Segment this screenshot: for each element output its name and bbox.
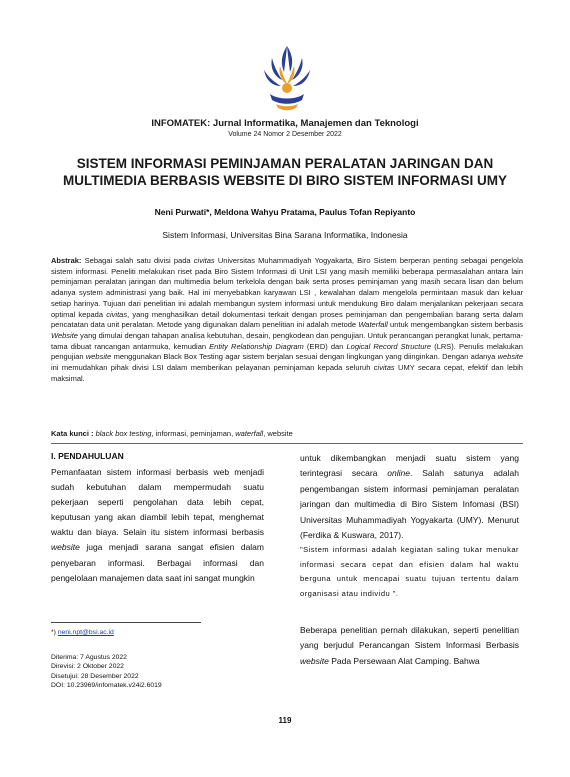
- paragraph-text: . Salah satunya adalah pengembangan sistem informasi peminjaman peralatan jaringan dan multimedia di Biro Sistem Infomasi (BSI) Universitas Muhammadiyah Yogyakarta (UMY). Menurut (Ferdika & Kuswara, 2017).: [300, 468, 519, 541]
- doi: DOI: 10.23969/infomatek.v24i2.6019: [51, 681, 162, 689]
- abstract-text: UMY secara cepat, efektif dan lebih maksimal.: [51, 363, 523, 383]
- abstract-text: Sebagai salah satu divisi pada: [81, 256, 194, 265]
- section-divider: [51, 443, 523, 444]
- keyword-italic: waterfall: [235, 429, 264, 438]
- paragraph-text: juga menjadi sarana sangat efisien dalam penyebaran informasi. Berbagai informasi dan pengelolaan manajemen data saat ini sangat mungkin: [51, 542, 264, 583]
- page-number: 119: [278, 716, 292, 725]
- abstract-italic: website: [497, 352, 523, 362]
- abstract-italic: civitas: [193, 256, 215, 265]
- abstract-italic: Logical Record Structure: [346, 341, 432, 351]
- abstract-italic: Entity Relationship Diagram: [209, 341, 304, 351]
- paragraph-italic: website: [300, 655, 329, 666]
- journal-volume: Volume 24 Nomor 2 Desember 2022: [228, 131, 342, 138]
- footnote-divider: [51, 622, 201, 623]
- keyword-text: , website: [263, 429, 293, 438]
- abstract-italic: civitas: [106, 309, 128, 319]
- university-logo: [262, 44, 312, 114]
- keyword-italic: black box testing: [93, 429, 152, 438]
- abstract-text: Universitas Muhammadiyah Yogyakarta, Biro Sistem berperan penting sebagai pengelola sistem informasi. Peneliti melakukan riset pada Biro Sistem Informasi di Unit LSI yang masih memiliki beberapa permasalahan antara lain peminjaman peralatan jaringan dan multimedia belum terkelola dengan baik serta proses peminjaman yang masih secara lisan dan belum adanya system administrasi yang baik. Hal ini menyebabkan karyawan LSI , kewalahan dalam mengelola permintaan masuk dan keluar setiap harinya. Tujuan dari penelitian ini adalah membangun system informasi untuk mendukung Biro dalam menjalankan pekerjaan secara optimal kepada: [51, 256, 523, 319]
- abstract-italic: Waterfall: [358, 320, 388, 330]
- authors: Neni Purwati*, Meldona Wahyu Pratama, Paulus Tofan Repiyanto: [154, 207, 416, 217]
- paragraph-text: Pada Persewaan Alat Camping. Bahwa: [328, 655, 480, 666]
- date-received: Diterima: 7 Agustus 2022: [51, 654, 127, 661]
- abstract-text: menggunakan Black Box Testing agar sistem berjalan sesuai dengan lingkungan yang diinginkan. Dengan adanya: [111, 352, 498, 362]
- article-dates: [51, 653, 162, 690]
- paper-title-line-1: SISTEM INFORMASI PEMINJAMAN PERALATAN JARINGAN DAN: [76, 156, 494, 171]
- paragraph-text: Beberapa penelitian pernah dilakukan, seperti penelitian yang berjudul Perancangan Sistem Informasi Berbasis: [300, 625, 519, 651]
- abstract-italic: Website: [51, 330, 78, 340]
- abstract-text: yang dimulai dengan tahapan analisa kebutuhan, desain, pengkodean dan pengujian. Untuk perancangan perangkat lunak, pertama-tama dibuat rancangan antarmuka, kemudian: [51, 330, 523, 351]
- intro-left-paragraph: [51, 465, 264, 586]
- intro-right-paragraph-1: [300, 451, 519, 543]
- abstract-text: (ERD) dan: [303, 341, 347, 351]
- author-email-link[interactable]: neni.npt@bsi.ac.id: [57, 629, 114, 636]
- intro-right-paragraph-2: [300, 623, 519, 669]
- abstract-text: untuk mengembangkan sistem berbasis: [387, 320, 524, 330]
- paragraph-text: untuk dikembangkan menjadi suatu sistem yang terintegrasi secara: [300, 453, 519, 479]
- paragraph-text: Pemanfaatan sistem informasi berbasis web menjadi sudah kebutuhan dalam mempermudah suatu pekerjaan seperti pengolahan data lebih cepat, keputusan yang akan diambil lebih tepat, menghemat waktu dan biaya. Selain itu sistem informasi berbasis: [51, 467, 264, 538]
- abstract-italic: website: [85, 352, 112, 362]
- section-heading: I. PENDAHULUAN: [51, 451, 124, 461]
- paragraph-italic: online: [387, 468, 410, 479]
- abstract-italic: civitas: [373, 363, 395, 373]
- abstract: [51, 256, 523, 384]
- keywords-label: Kata kunci :: [51, 429, 94, 438]
- keyword-text: , informasi, peminjaman,: [151, 429, 236, 438]
- paragraph-italic: website: [51, 542, 80, 553]
- footnote-marker: *): [51, 629, 58, 636]
- date-accepted: Disetujui: 28 Desember 2022: [51, 672, 139, 680]
- abstract-text: (LRS). Penulis melakukan pengujian: [51, 341, 523, 362]
- keywords: [51, 429, 523, 438]
- paper-title-line-2: MULTIMEDIA BERBASIS WEBSITE DI BIRO SISTEM INFORMASI UMY: [62, 173, 507, 188]
- journal-title: INFOMATEK: Jurnal Informatika, Manajemen dan Teknologi: [151, 118, 419, 129]
- abstract-text: ini memudahkan pihak divisi LSI dalam memberikan pelayanan peminjaman kepada seluruh: [51, 363, 374, 373]
- abstract-text: , yang menghasilkan detail dokumentasi terkait dengan proses peminjaman dan pengembalian barang serta dalam pencatatan data unit peralatan. Metode yang digunakan dalam penelitian ini adalah metode: [51, 309, 523, 330]
- date-revised: Direvisi: 2 Oktober 2022: [51, 663, 124, 671]
- paper-title: [0, 155, 570, 189]
- affiliation: Sistem Informasi, Universitas Bina Sarana Informatika, Indonesia: [162, 230, 408, 240]
- abstract-label: Abstrak:: [51, 256, 82, 265]
- definition-quote: "Sistem informasi adalah kegiatan saling tukar menukar informasi secara cepat dan efisien dalam hal waktu berguna untuk mencapai suatu tujuan tertentu dalam organisasi atau individu ".: [300, 545, 519, 599]
- footnote: [51, 629, 114, 636]
